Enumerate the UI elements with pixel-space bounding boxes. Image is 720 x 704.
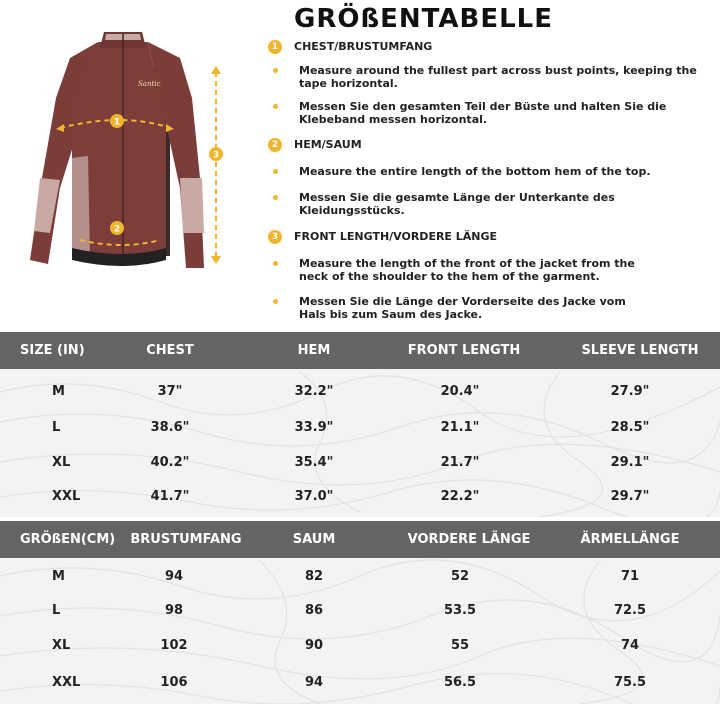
table-row: [0, 482, 720, 512]
size-cell: XXL: [52, 675, 81, 690]
guide-text: Measure the entire length of the bottom hem of the top.: [299, 165, 651, 178]
guide-line: [268, 295, 648, 321]
guide-line: [268, 100, 708, 126]
guide-text: Messen Sie die gesamte Länge der Unterkante des Kleidungsstücks.: [299, 191, 615, 217]
table-cell: 90: [304, 638, 324, 653]
guide-line: [268, 257, 648, 283]
size-cell: XXL: [52, 489, 81, 504]
guide-heading-front-length: [268, 230, 708, 244]
table-cell: 32.2": [294, 384, 334, 399]
table-cell: 98: [164, 603, 184, 618]
table-cell: 102: [160, 638, 188, 653]
table-cell: 27.9": [610, 384, 650, 399]
number-badge-1: 1: [268, 40, 282, 54]
guide-line: [268, 191, 708, 217]
svg-text:2: 2: [113, 224, 121, 235]
column-header: FRONT LENGTH: [407, 343, 521, 358]
number-badge-3: 3: [268, 230, 282, 244]
bullet-icon: [273, 68, 278, 73]
table-cell: 35.4": [294, 455, 334, 470]
table-cell: 38.6": [150, 420, 190, 435]
measurement-guide: [268, 40, 708, 321]
table-header-row: [0, 521, 720, 558]
size-cell: XL: [52, 638, 71, 653]
table-cell: 94: [164, 569, 184, 584]
column-header: VORDERE LÄNGE: [407, 532, 531, 547]
table-cell: 106: [160, 675, 188, 690]
table-cell: 37.0": [294, 489, 334, 504]
bullet-icon: [273, 169, 278, 174]
table-cell: 55: [450, 638, 470, 653]
svg-text:3: 3: [212, 150, 220, 161]
size-cell: XL: [52, 455, 71, 470]
table-row: [0, 596, 720, 626]
column-header: SIZE (IN): [20, 343, 85, 358]
bullet-icon: [273, 104, 278, 109]
guide-heading-label: FRONT LENGTH/VORDERE LÄNGE: [294, 230, 498, 243]
table-cell: 28.5": [610, 420, 650, 435]
guide-text: Messen Sie die Länge der Vorderseite des Jacke vom Hals bis zum Saum des Jacke.: [299, 295, 626, 321]
table-cell: 21.1": [440, 420, 480, 435]
size-cell: L: [52, 420, 61, 435]
table-cell: 40.2": [150, 455, 190, 470]
table-cell: 20.4": [440, 384, 480, 399]
guide-text: Measure around the fullest part across bust points, keeping the tape horizontal.: [299, 64, 697, 90]
table-cell: 41.7": [150, 489, 190, 504]
column-header: ÄRMELLÄNGE: [580, 532, 680, 547]
number-badge-2: 2: [268, 138, 282, 152]
table-cell: 33.9": [294, 420, 334, 435]
size-table-cm: [0, 521, 720, 704]
guide-text: Messen Sie den gesamten Teil der Büste und halten Sie die Klebeband messen horizontal.: [299, 100, 667, 126]
table-cell: 21.7": [440, 455, 480, 470]
jacket-illustration: [20, 28, 230, 278]
table-cell: 75.5: [613, 675, 647, 690]
column-header: HEM: [297, 343, 331, 358]
table-row: [0, 668, 720, 698]
table-cell: 72.5: [613, 603, 647, 618]
table-cell: 37": [157, 384, 183, 399]
jacket-drawing: [20, 28, 230, 278]
guide-heading-label: CHEST/BRUSTUMFANG: [294, 40, 433, 53]
size-table-inches: [0, 332, 720, 517]
column-header: CHEST: [146, 343, 194, 358]
table-cell: 53.5: [443, 603, 477, 618]
guide-line: [268, 64, 708, 90]
size-cell: M: [52, 384, 65, 399]
table-cell: 22.2": [440, 489, 480, 504]
guide-line: [268, 165, 708, 178]
bullet-icon: [273, 195, 278, 200]
table-row: [0, 377, 720, 407]
guide-heading-hem: [268, 138, 708, 152]
page-title: GRÖßENTABELLE: [294, 4, 553, 34]
table-header-row: [0, 332, 720, 369]
table-cell: 29.1": [610, 455, 650, 470]
guide-text: Measure the length of the front of the jacket from the neck of the shoulder to the hem of the garment.: [299, 257, 635, 283]
size-cell: M: [52, 569, 65, 584]
table-cell: 82: [304, 569, 324, 584]
table-cell: 29.7": [610, 489, 650, 504]
column-header: SAUM: [292, 532, 336, 547]
jacket-brand: Santic: [138, 80, 161, 88]
table-cell: 74: [620, 638, 640, 653]
table-cell: 86: [304, 603, 324, 618]
svg-text:1: 1: [113, 117, 121, 128]
column-header: BRUSTUMFANG: [130, 532, 242, 547]
guide-heading-chest: [268, 40, 708, 54]
table-cell: 52: [450, 569, 470, 584]
table-row: [0, 448, 720, 478]
table-cell: 71: [620, 569, 640, 584]
table-row: [0, 413, 720, 443]
size-cell: L: [52, 603, 61, 618]
table-row: [0, 631, 720, 661]
bullet-icon: [273, 299, 278, 304]
column-header: SLEEVE LENGTH: [581, 343, 699, 358]
guide-heading-label: HEM/SAUM: [294, 138, 362, 151]
table-cell: 94: [304, 675, 324, 690]
table-cell: 56.5: [443, 675, 477, 690]
bullet-icon: [273, 261, 278, 266]
table-row: [0, 562, 720, 592]
column-header: GRÖßEN(CM): [20, 532, 116, 547]
